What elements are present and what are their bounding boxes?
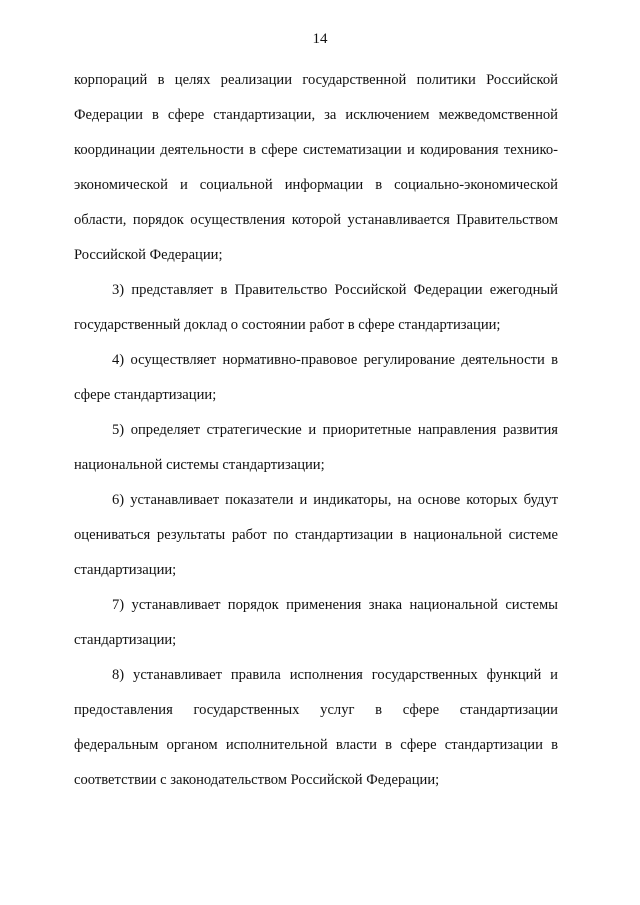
paragraph-item-8: 8) устанавливает правила исполнения государственных функций и предоставления государственных услуг в сфере стандартизации федеральным органом исполнительной власти в сфере стандартизации в соответствии с законодательством Российской Федерации; xyxy=(74,667,558,788)
document-body xyxy=(74,63,558,798)
paragraph-item-5: 5) определяет стратегические и приоритетные направления развития национальной системы стандартизации; xyxy=(74,422,558,473)
page-number: 14 xyxy=(312,31,328,47)
paragraph-item-3: 3) представляет в Правительство Российской Федерации ежегодный государственный доклад о состоянии работ в сфере стандартизации; xyxy=(74,282,558,333)
paragraph-item-4: 4) осуществляет нормативно-правовое регулирование деятельности в сфере стандартизации; xyxy=(74,352,558,403)
paragraph-item-6: 6) устанавливает показатели и индикаторы, на основе которых будут оцениваться результаты работ по стандартизации в национальной системе стандартизации; xyxy=(74,492,558,578)
paragraph-continuation: корпораций в целях реализации государственной политики Российской Федерации в сфере стандартизации, за исключением межведомственной координации деятельности в сфере систематизации и кодирования технико-экономической и социальной информации в социально-экономической области, порядок осуществления которой устанавливается Правительством Российской Федерации; xyxy=(74,72,558,263)
paragraph-item-7: 7) устанавливает порядок применения знака национальной системы стандартизации; xyxy=(74,597,558,648)
